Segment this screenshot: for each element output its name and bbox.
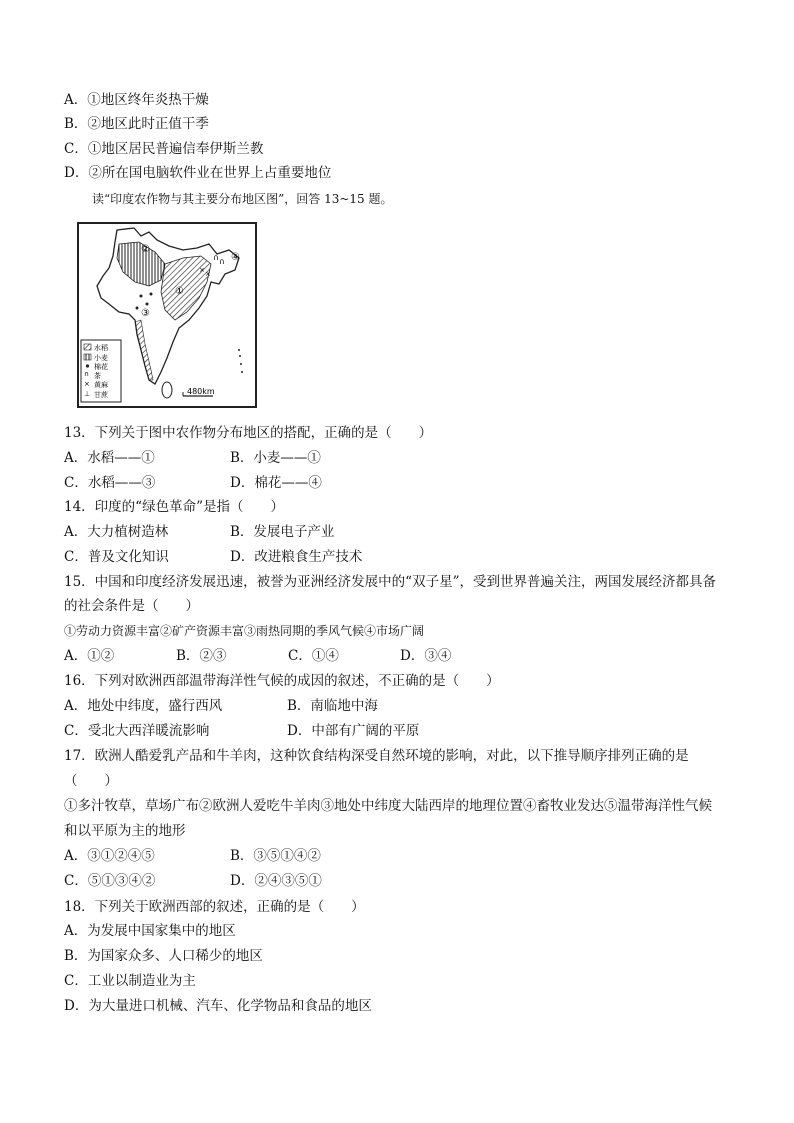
q12-option-c: C．①地区居民普遍信奉伊斯兰教 — [64, 141, 264, 157]
map-intro: 读“印度农作物与其主要分布地区图”，回答 13~15 题。 — [92, 192, 393, 206]
q15-option-c: C．①④ — [288, 648, 339, 664]
q17-option-d: D．②④③⑤① — [230, 873, 322, 889]
q17-option-c: C．⑤①③④② — [64, 873, 156, 889]
q14-stem: 14．印度的“绿色革命”是指（ ） — [64, 499, 284, 515]
map-label-2: ② — [141, 244, 150, 255]
q16-stem: 16．下列对欧洲西部温带海洋性气候的成因的叙述，不正确的是（ ） — [64, 673, 500, 689]
q18-option-a: A．为发展中国家集中的地区 — [64, 923, 236, 939]
q18-option-d: D．为大量进口机械、汽车、化学物品和食品的地区 — [64, 998, 372, 1014]
q13-stem: 13．下列关于图中农作物分布地区的搭配，正确的是（ ） — [64, 425, 433, 441]
q15-option-b: B．②③ — [176, 648, 227, 664]
q14-option-a: A．大力植树造林 — [64, 524, 169, 540]
legend-sugarcane: 甘蔗 — [94, 391, 108, 399]
svg-text:×: × — [205, 270, 211, 278]
q14-option-c: C．普及文化知识 — [64, 549, 169, 565]
q16-option-b: B．南临地中海 — [287, 698, 378, 714]
q12-option-d: D．②所在国电脑软件业在世界上占重要地位 — [64, 165, 332, 181]
q15-stem-line2: 的社会条件是（ ） — [64, 598, 199, 614]
legend-tea: 茶 — [94, 372, 101, 380]
q13-option-b: B．小麦——① — [230, 450, 321, 466]
q18-stem: 18．下列关于欧洲西部的叙述，正确的是（ ） — [64, 899, 365, 915]
q12-option-b: B．②地区此时正值干季 — [64, 116, 209, 132]
q17-conditions-line2: 和以平原为主的地形 — [64, 823, 186, 839]
q15-option-d: D．③④ — [400, 648, 452, 664]
legend-wheat: 小麦 — [94, 354, 108, 362]
q17-option-b: B．③⑤①④② — [230, 848, 321, 864]
svg-text:×: × — [199, 266, 205, 274]
q17-conditions-line1: ①多汁牧草，草场广布②欧洲人爱吃牛羊肉③地处中纬度大陆西岸的地理位置④畜牧业发达⑤温带海洋性气候 — [64, 798, 712, 814]
q18-option-b: B．为国家众多、人口稀少的地区 — [64, 948, 263, 964]
q16-option-a: A．地处中纬度，盛行西风 — [64, 698, 223, 714]
svg-text:∩: ∩ — [219, 257, 225, 266]
map-label-3: ③ — [141, 308, 150, 319]
q15-option-a: A．①② — [64, 648, 115, 664]
q17-option-a: A．③①②④⑤ — [64, 848, 155, 864]
map-label-4: ④ — [231, 252, 240, 263]
q13-option-d: D．棉花——④ — [230, 475, 322, 491]
q14-option-d: D．改进粮食生产技术 — [230, 549, 363, 565]
q16-option-d: D．中部有广阔的平原 — [287, 723, 420, 739]
svg-text:×: × — [84, 380, 90, 388]
q15-conditions: ①劳动力资源丰富②矿产资源丰富③雨热同期的季风气候④市场广阔 — [64, 624, 425, 638]
legend-rice: 水稻 — [94, 344, 108, 352]
svg-text:⊥: ⊥ — [84, 390, 91, 398]
q18-option-c: C．工业以制造业为主 — [64, 973, 196, 989]
q16-option-c: C．受北大西洋暖流影响 — [64, 723, 210, 739]
scale-label: 480km — [187, 387, 215, 396]
q12-option-a: A．①地区终年炎热干燥 — [64, 92, 209, 108]
q15-stem-line1: 15．中国和印度经济发展迅速，被誉为亚洲经济发展中的“双子星”，受到世界普遍关注，两国发展经济都具备 — [64, 574, 716, 590]
q13-option-a: A．水稻——① — [64, 450, 155, 466]
legend-cotton: 棉花 — [94, 363, 108, 371]
svg-text:∩: ∩ — [84, 370, 90, 378]
q17-stem-line1: 17．欧洲人酷爱乳产品和牛羊肉，这种饮食结构深受自然环境的影响，对此，以下推导顺序排列正确的是 — [64, 748, 689, 764]
svg-text:∩: ∩ — [213, 253, 219, 262]
q17-stem-line2: （ ） — [64, 773, 118, 789]
q13-option-c: C．水稻——③ — [64, 475, 156, 491]
legend-jute: 黄麻 — [94, 381, 108, 389]
q14-option-b: B．发展电子产业 — [230, 524, 335, 540]
map-label-1: ① — [175, 286, 184, 297]
india-map-svg — [79, 224, 255, 406]
india-crop-map — [77, 222, 257, 408]
